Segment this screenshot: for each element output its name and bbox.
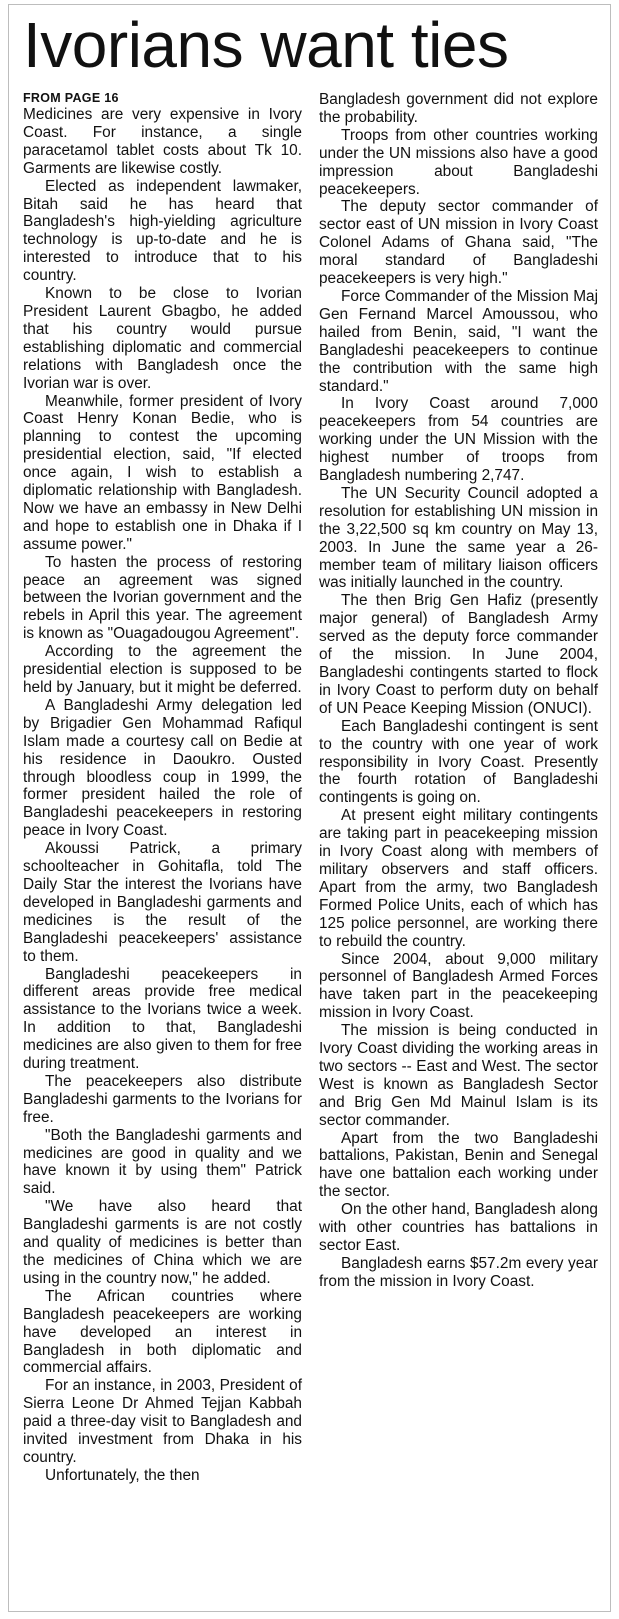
paragraph: Since 2004, about 9,000 military personnel of Bangladesh Armed Forces have taken part in the peacekeeping mission in Ivory Coast. (319, 950, 598, 1022)
paragraph: To hasten the process of restoring peace an agreement was signed between the Ivorian government and the rebels in April this year. The agreement is known as "Ouagadougou Agreement". (23, 553, 302, 643)
article-body (23, 91, 598, 1485)
paragraph: Troops from other countries working under the UN missions also have a good impression about Bangladeshi peacekeepers. (319, 126, 598, 198)
paragraph: According to the agreement the presidential election is supposed to be held by January, but it might be deferred. (23, 643, 302, 696)
paragraph: For an instance, in 2003, President of Sierra Leone Dr Ahmed Tejjan Kabbah paid a three-day visit to Bangladesh and invited investment from Dhaka in his country. (23, 1377, 302, 1466)
paragraph: Apart from the two Bangladeshi battalions, Pakistan, Benin and Senegal have one battalion each working under the sector. (319, 1129, 598, 1201)
paragraph: Each Bangladeshi contingent is sent to the country with one year of work responsibility in Ivory Coast. Presently the fourth rotation of Bangladeshi contingents is going on. (319, 717, 598, 807)
paragraph: Bangladeshi peacekeepers in different areas provide free medical assistance to the Ivorians twice a week. In addition to that, Bangladeshi medicines are also given to them for free during treatment. (23, 965, 302, 1073)
paragraph: Meanwhile, former president of Ivory Coast Henry Konan Bedie, who is planning to contest the upcoming presidential election, said, "If elected once again, I wish to establish a diplomatic relationship with Bangladesh. Now we have an embassy in New Delhi and hope to establish one in Dhaka if I assume power." (23, 392, 302, 553)
paragraph: The peacekeepers also distribute Bangladeshi garments to the Ivorians for free. (23, 1072, 302, 1126)
paragraph: Force Commander of the Mission Maj Gen Fernand Marcel Amoussou, who hailed from Benin, said, "I want the Bangladeshi peacekeepers to continue the contribution with the same high standard." (319, 287, 598, 395)
paragraph: The deputy sector commander of sector east of UN mission in Ivory Coast Colonel Adams of Ghana said, "The moral standard of Bangladeshi peacekeepers is very high." (319, 198, 598, 288)
paragraph: On the other hand, Bangladesh along with other countries has battalions in sector East. (319, 1201, 598, 1254)
newspaper-clipping (8, 4, 611, 1612)
paragraph: Medicines are very expensive in Ivory Coast. For instance, a single paracetamol tablet costs about Tk 10. Garments are likewise costly. (23, 106, 302, 177)
paragraph: Bangladesh government did not explore the probability. (319, 91, 598, 126)
paragraph: At present eight military contingents are taking part in peacekeeping mission in Ivory Coast along with members of military observers and staff officers. Apart from the army, two Bangladesh Formed Police Units, each of which has 125 police personnel, are working there to rebuild the country. (319, 807, 598, 950)
kicker: FROM PAGE 16 (23, 91, 119, 105)
paragraph: "Both the Bangladeshi garments and medicines are good in quality and we have known it by using them" Patrick said. (23, 1126, 302, 1198)
paragraph: Elected as independent lawmaker, Bitah said he has heard that Bangladesh's high-yielding agriculture technology is up-to-date and he is interested to introduce that to his country. (23, 177, 302, 285)
paragraph: In Ivory Coast around 7,000 peacekeepers from 54 countries are working under the UN Mission with the highest number of troops from Bangladesh numbering 2,747. (319, 395, 598, 485)
right-column (319, 91, 598, 1485)
paragraph: The mission is being conducted in Ivory Coast dividing the working areas in two sectors -- East and West. The sector West is known as Bangladesh Sector and Brig Gen Md Mainul Islam is its sector commander. (319, 1022, 598, 1129)
paragraph: "We have also heard that Bangladeshi garments is are not costly and quality of medicines is better than the medicines of China which we are using in the country now," he added. (23, 1198, 302, 1287)
paragraph: Bangladesh earns $57.2m every year from the mission in Ivory Coast. (319, 1254, 598, 1290)
left-column (23, 91, 302, 1485)
paragraph: The UN Security Council adopted a resolution for establishing UN mission in the 3,22,500 sq km country on May 13, 2003. In June the same year a 26-member team of military liaison officers was initially launched in the country. (319, 484, 598, 592)
paragraph: Akoussi Patrick, a primary schoolteacher in Gohitafla, told The Daily Star the interest the Ivorians have developed in Bangladeshi garments and medicines is the result of the Bangladeshi peacekeepers' assistance to them. (23, 840, 302, 965)
paragraph: Unfortunately, the then (45, 1466, 200, 1484)
paragraph: The African countries where Bangladesh peacekeepers are working have developed an interest in Bangladesh in both diplomatic and commercial affairs. (23, 1287, 302, 1377)
paragraph: The then Brig Gen Hafiz (presently major general) of Bangladesh Army served as the deputy force commander of the mission. In June 2004, Bangladeshi contingents started to flock in Ivory Coast to perform duty on behalf of UN Peace Keeping Mission (ONUCI). (319, 592, 598, 717)
paragraph: Known to be close to Ivorian President Laurent Gbagbo, he added that his country would pursue establishing diplomatic and commercial relations with Bangladesh once the Ivorian war is over. (23, 285, 302, 392)
paragraph: A Bangladeshi Army delegation led by Brigadier Gen Mohammad Rafiqul Islam made a courtesy call on Bedie at his residence in Daoukro. Ousted through bloodless coup in 1999, the former president hailed the role of Bangladeshi peacekeepers in restoring peace in Ivory Coast. (23, 696, 302, 840)
headline: Ivorians want ties (23, 9, 509, 81)
